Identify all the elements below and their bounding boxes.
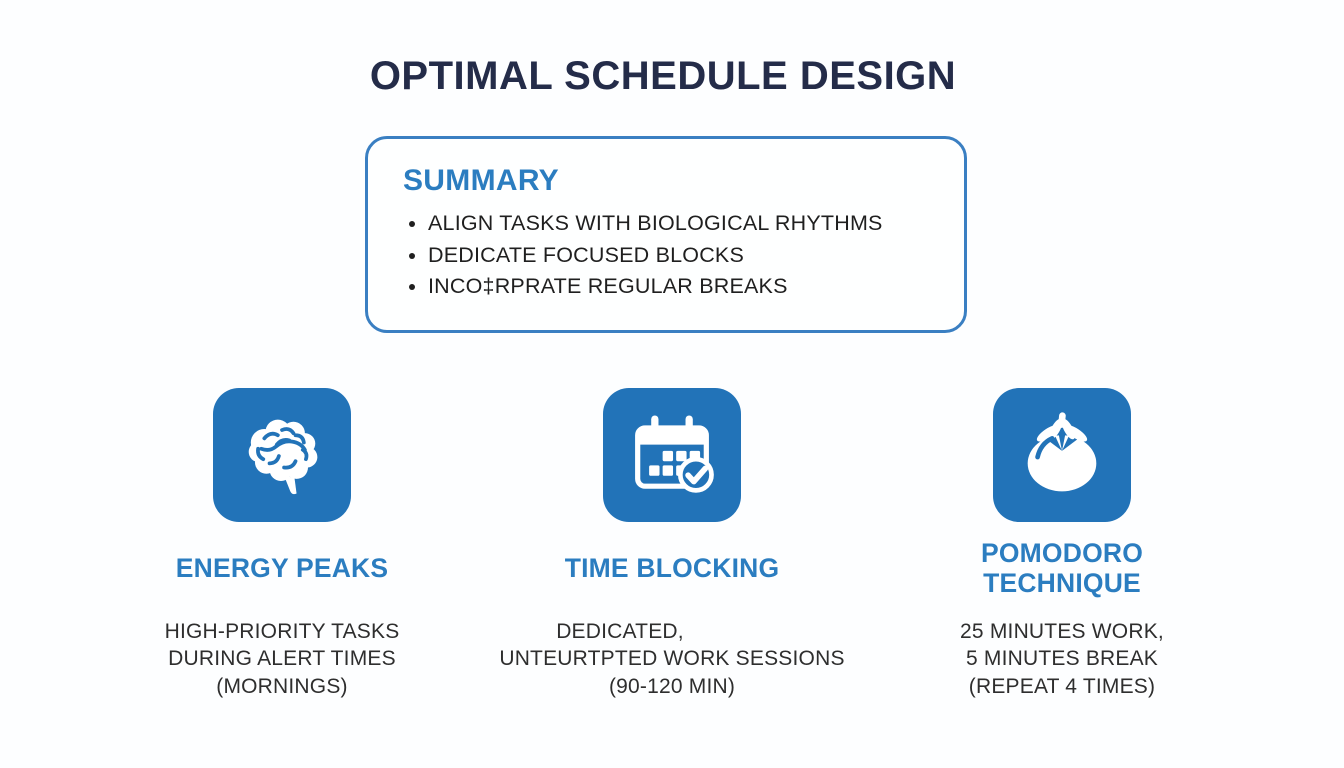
column-text-line: (90-120 MIN) (608, 674, 736, 698)
page-title: OPTIMAL SCHEDULE DESIGN (369, 54, 957, 98)
column-text-line: UNTEURTPTED WORK SESSIONS (499, 647, 845, 670)
column-text-line: DEDICATED, (556, 619, 684, 643)
summary-bullet: • INCO‡RPRATE REGULAR BREAKS (428, 271, 934, 303)
column-description (477, 618, 867, 701)
column-text-line: (REPEAT 4 TIMES) (968, 674, 1156, 698)
summary-box (365, 136, 967, 333)
summary-bullet: • ALIGN TASKS WITH BIOLOGICAL RHYTHMS (428, 208, 934, 240)
column-text-line: DURING ALERT TIMES (168, 647, 396, 670)
column-text-line: HIGH-PRIORITY TASKS (164, 619, 400, 643)
brain-icon (213, 388, 351, 522)
column-heading: TIME BLOCKING (564, 552, 780, 583)
column-text-line: (MORNINGS) (216, 674, 348, 698)
column-energy-peaks (87, 388, 477, 701)
column-text-line: 5 MINUTES BREAK (965, 647, 1159, 670)
summary-bullet: • DEDICATE FOCUSED BLOCKS (428, 240, 934, 272)
calendar-check-icon (603, 388, 741, 522)
strategy-columns (87, 388, 1257, 701)
column-description (87, 618, 477, 701)
column-text-line: 25 MINUTES WORK, (960, 619, 1164, 643)
summary-list (403, 208, 934, 303)
column-heading: POMODORO TECHNIQUE (980, 537, 1144, 598)
tomato-icon (993, 388, 1131, 522)
column-description (867, 618, 1257, 701)
summary-heading: SUMMARY (403, 164, 559, 197)
column-heading: ENERGY PEAKS (175, 552, 389, 583)
infographic-page (0, 54, 1344, 768)
column-time-blocking (477, 388, 867, 701)
column-pomodoro (867, 388, 1257, 701)
